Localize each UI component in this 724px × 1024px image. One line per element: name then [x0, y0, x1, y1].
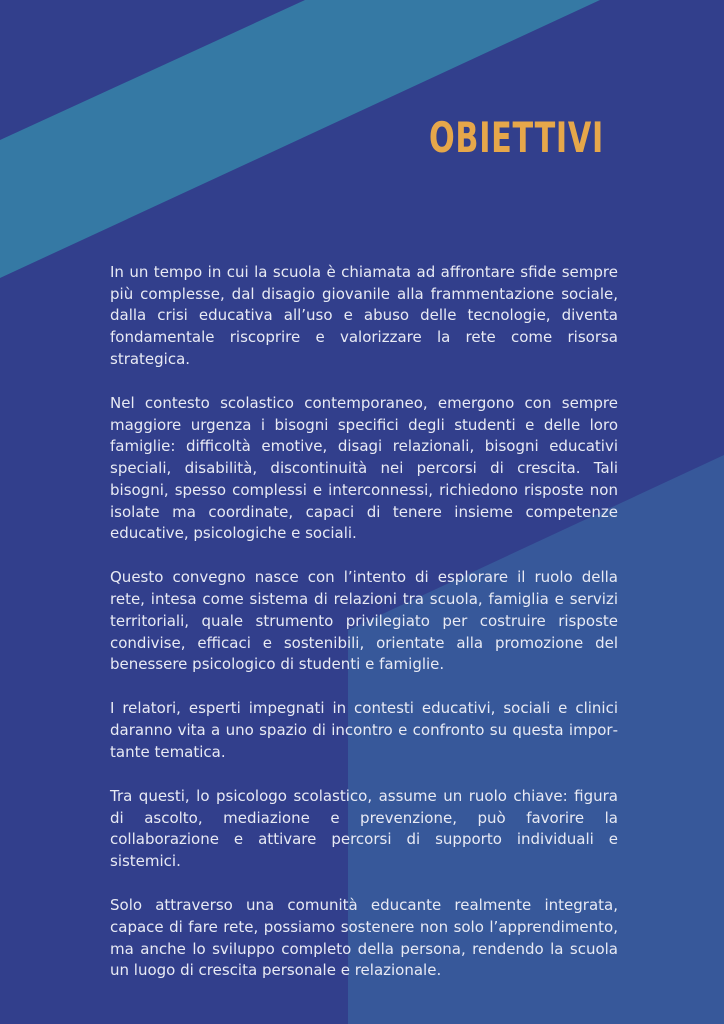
paragraph-speakers: I relatori, esperti impegnati in contesti educativi, sociali e clinici daranno vita a uno spazio di incontro e confronto su questa importante tematica. [110, 699, 618, 761]
page-title: OBIETTIVI [428, 113, 604, 162]
paragraph-conference: Questo convegno nasce con l’intento di esplorare il ruolo della rete, intesa come sistema di relazioni tra scuola, famiglia e servizi territoriali, quale strumento privilegiato per costruire risposte condivise, efficaci e sostenibili, orientate alla promozione del benessere psicologico di studenti e famiglie. [110, 568, 618, 674]
paragraph-psychologist: Tra questi, lo psicologo scolastico, assume un ruolo chiave: figura di ascolto, mediazione e prevenzione, può favorire la collaborazione e attivare percorsi di supporto individuali e sistemici. [110, 787, 618, 871]
paragraph-context: Nel contesto scolastico contemporaneo, emergono con sempre maggiore urgenza i bisogni specifici degli studenti e delle loro famiglie: difficoltà emotive, disagi relazionali, bisogni educativi speciali, disabilità, discontinuità nei percorsi di crescita. Tali bisogni, spesso complessi e interconnessi, richiedono risposte non isolate ma coordinate, capaci di tenere insieme competenze educative, psicologiche e sociali. [110, 394, 618, 543]
paragraph-intro: In un tempo in cui la scuola è chiamata ad affrontare sfide sempre più complesse, dal disagio giovanile alla frammentazione sociale, dalla crisi educativa all’uso e abuso delle tecnologie, diventa fondamentale riscoprire e valorizzare la rete come risorsa strategica. [110, 263, 618, 368]
body-text [110, 262, 618, 1005]
paragraph-conclusion: Solo attraverso una comunità educante realmente integrata, capace di fare rete, possiamo sostenere non solo l’apprendimento, ma anche lo sviluppo completo della persona, rendendo la scuola un luogo di crescita personale e relazionale. [110, 896, 618, 980]
